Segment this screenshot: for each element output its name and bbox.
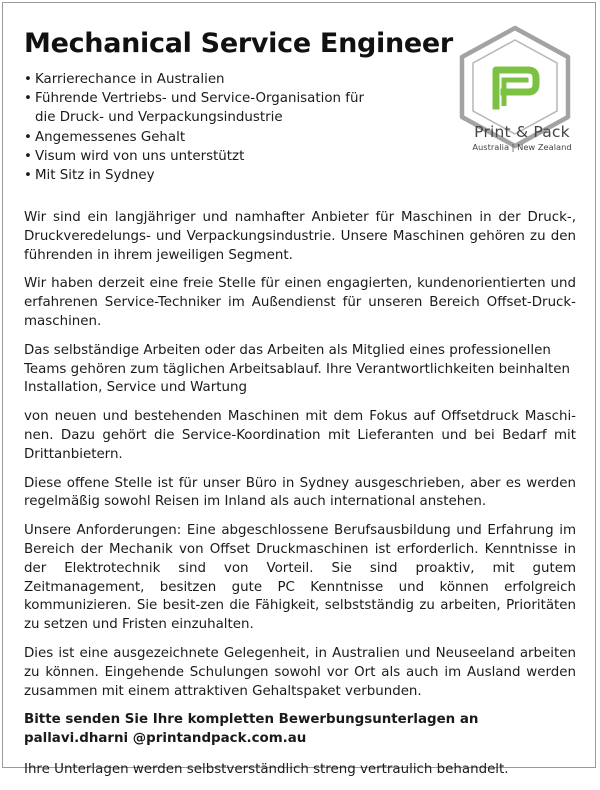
- apply-text: Bitte senden Sie Ihre kompletten Bewerbungsunterlagen an: [24, 712, 479, 728]
- list-item: • Führende Vertriebs- und Service-Organisation für die Druck- und Verpackungsindustrie: [24, 89, 365, 127]
- paragraph: Das selbständige Arbeiten oder das Arbeiten als Mitglied eines professionellen Teams gehören zum täglichen Arbeitsablauf. Ihre Verantwortlichkeiten beinhalten Installation, Service und Wartung: [24, 342, 570, 396]
- list-item: • Mit Sitz in Sydney: [24, 166, 365, 185]
- list-item: • Angemessenes Gehalt: [24, 128, 365, 147]
- paragraph: Dies ist eine ausgezeichnete Gelegenheit, in Australien und Neuseeland arbeiten zu können. Eingehende Schulungen sowohl vor Ort als auch im Ausland werden zusammen mit einem attraktiven Gehaltspaket verbunden.: [24, 645, 576, 699]
- paragraph: Wir haben derzeit eine freie Stelle für einen engagierten, kundenorientierten und erfahrenen Service-Techniker im Außendienst für unseren Bereich Offset-Druck-maschinen.: [24, 276, 576, 329]
- apply-email: pallavi.dharni @printandpack.com.au: [24, 731, 307, 747]
- brand-region: Australia | New Zealand: [472, 142, 572, 152]
- logo-text: [464, 122, 580, 153]
- apply-instructions: [24, 711, 576, 749]
- brand-name: Print & Pack: [474, 123, 570, 141]
- paragraph: von neuen und bestehenden Maschinen mit dem Fokus auf Offsetdruck Maschi-nen. Dazu gehört die Service-Koordination mit Lieferanten und bei Bedarf mit Drittanbietern.: [24, 409, 576, 462]
- job-description: [24, 209, 576, 790]
- closing-note: Ihre Unterlagen werden selbstverständlich streng vertraulich behandelt.: [24, 761, 509, 777]
- paragraph: Unsere Anforderungen: Eine abgeschlossene Berufsausbildung und Erfahrung im Bereich der Mechanik von Offset Druckmaschinen ist erforderlich. Kenntnisse in der Elektrotechnik sind von Vorteil. Sie sind proaktiv, mit gutem Zeitmanagement, besitzen gute PC Kenntnisse und können erfolgreich kommunizieren. Sie besit-zen die Fähigkeit, selbstständig zu arbeiten, Prioritäten zu setzen und Fristen einzuhalten.: [24, 523, 576, 633]
- paragraph: Wir sind ein langjähriger und namhafter Anbieter für Maschinen in der Druck-, Druckveredelungs- und Verpackungsindustrie. Unsere Maschinen gehören zu den führenden in ihrem jeweiligen Segment.: [24, 210, 576, 263]
- paragraph: Diese offene Stelle ist für unser Büro in Sydney ausgeschrieben, aber es werden regelmäßig sowohl Reisen im Inland als auch international anstehen.: [24, 475, 576, 510]
- page-title: Mechanical Service Engineer: [24, 28, 453, 59]
- list-item: • Visum wird von uns unterstützt: [24, 147, 365, 166]
- list-item: • Karrierechance in Australien: [24, 70, 365, 89]
